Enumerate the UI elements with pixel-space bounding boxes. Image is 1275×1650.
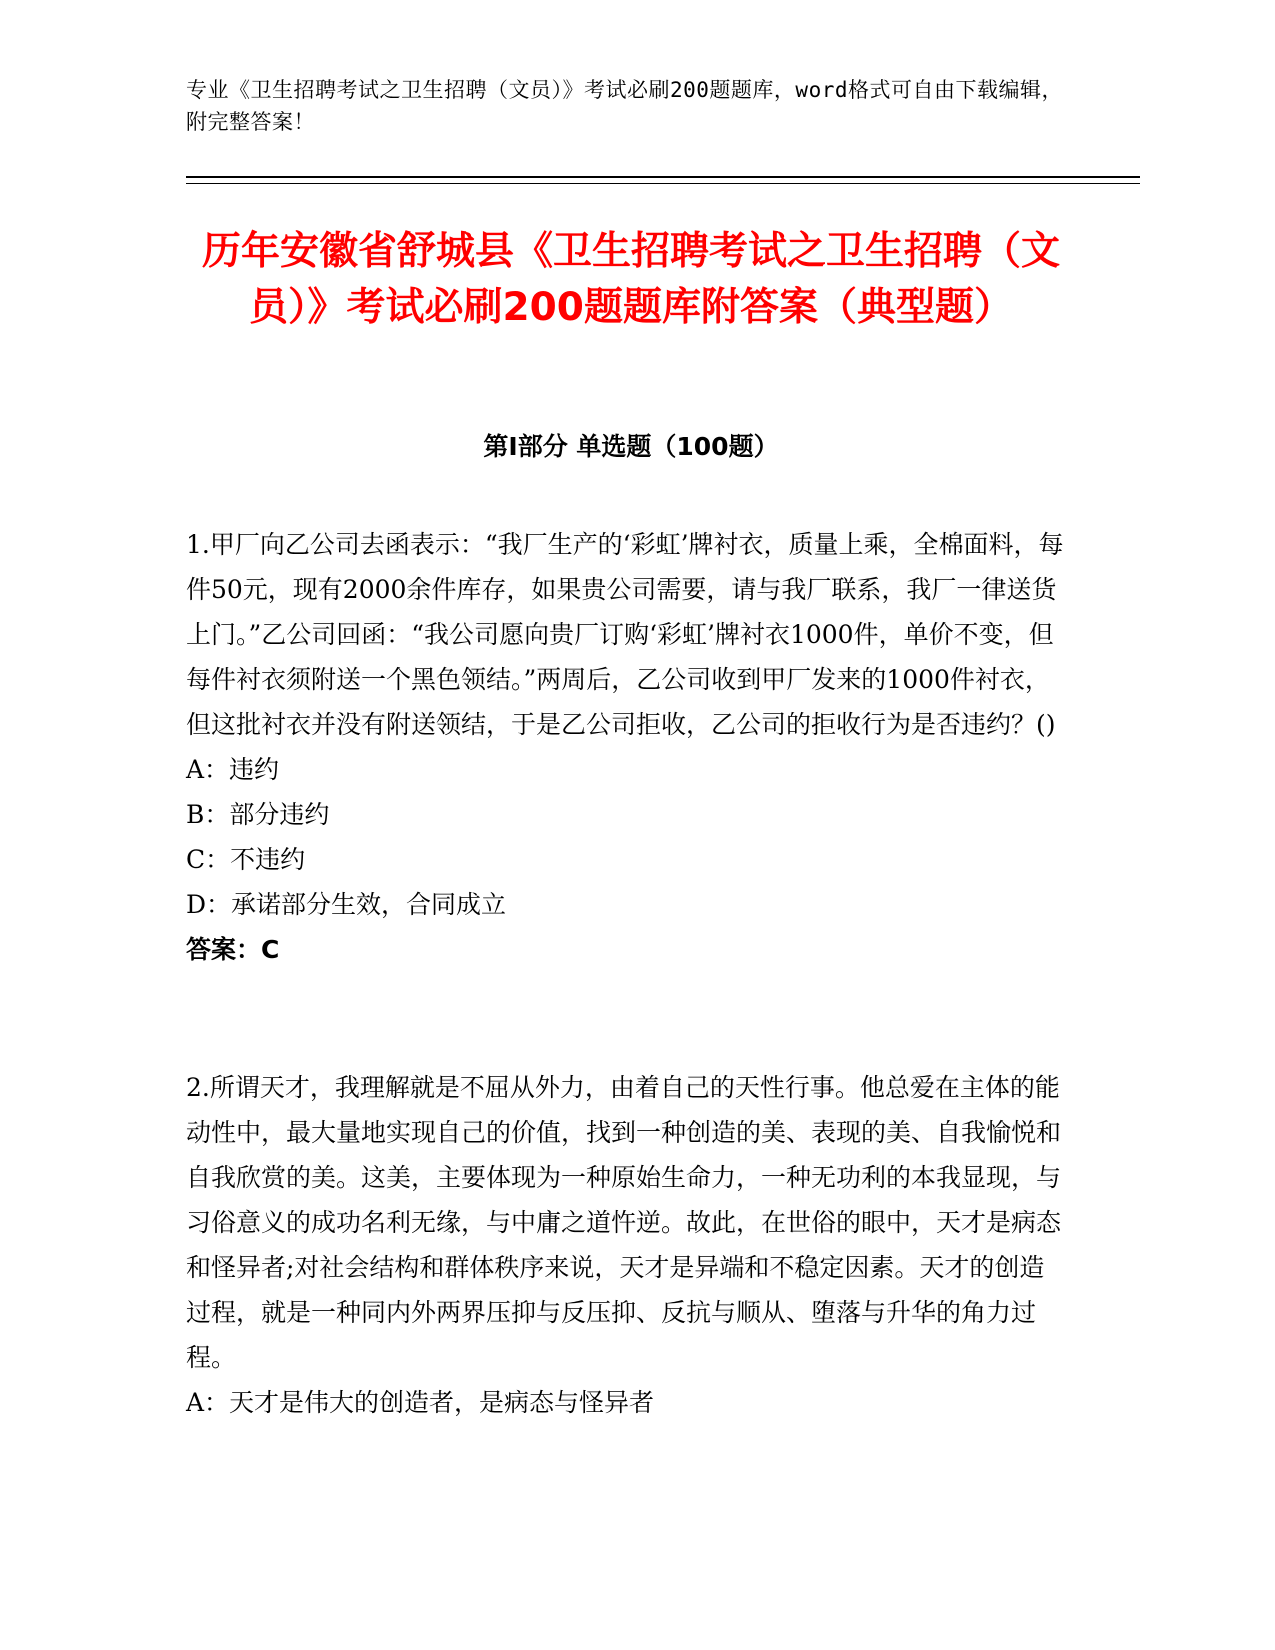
header-note: 专业《卫生招聘考试之卫生招聘（文员）》考试必刷200题题库，word格式可自由下载编辑，附完整答案！ [186, 78, 1063, 134]
option-c: C：不违约 [186, 845, 306, 874]
header-divider-thin [186, 183, 1140, 184]
option-a: A：违约 [186, 755, 280, 784]
question-2 [186, 1065, 1066, 1425]
question-stem: 1.甲厂向乙公司去函表示：“我厂生产的‘彩虹’牌衬衣，质量上乘，全棉面料，每件50元，现有2000余件库存，如果贵公司需要，请与我厂联系，我厂一律送货上门。”乙公司回函：“我公司愿向贵厂订购‘彩虹’牌衬衣1000件，单价不变，但每件衬衣须附送一个黑色领结。”两周后，乙公司收到甲厂发来的1000件衬衣，但这批衬衣并没有附送领结，于是乙公司拒收，乙公司的拒收行为是否违约？() [186, 530, 1064, 739]
header-divider-thick [186, 176, 1140, 178]
section-heading: 第Ⅰ部分 单选题（100题） [483, 432, 779, 461]
question-stem: 2.所谓天才，我理解就是不屈从外力，由着自己的天性行事。他总爱在主体的能动性中，最大量地实现自己的价值，找到一种创造的美、表现的美、自我愉悦和自我欣赏的美。这美，主要体现为一种原始生命力，一种无功利的本我显现，与习俗意义的成功名利无缘，与中庸之道忤逆。故此，在世俗的眼中，天才是病态和怪异者;对社会结构和群体秩序来说，天才是异端和不稳定因素。天才的创造过程，就是一种同内外两界压抑与反压抑、反抗与顺从、堕落与升华的角力过程。 [186, 1073, 1062, 1372]
answer-label: 答案：C [186, 935, 280, 964]
question-1 [186, 522, 1066, 972]
document-title: 历年安徽省舒城县《卫生招聘考试之卫生招聘（文员）》考试必刷200题题库附答案（典型题） [201, 229, 1060, 330]
option-b: B：部分违约 [186, 800, 330, 829]
option-a: A：天才是伟大的创造者，是病态与怪异者 [186, 1388, 655, 1417]
option-d: D：承诺部分生效，合同成立 [186, 890, 507, 919]
